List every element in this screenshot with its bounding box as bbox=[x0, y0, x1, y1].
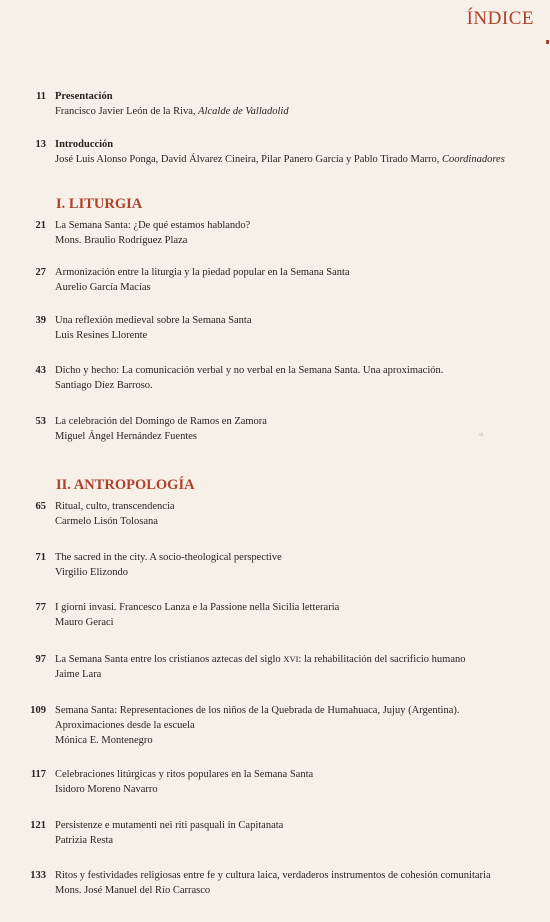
toc-author: José Luis Alonso Ponga, David Álvarez Cineira, Pilar Panero García y Pablo Tirado Marro, bbox=[55, 154, 440, 165]
toc-page-number: 133 bbox=[30, 870, 46, 881]
toc-title: Celebraciones litúrgicas y ritos populares en la Semana Santa bbox=[55, 769, 314, 780]
toc-author: Miguel Ángel Hernández Fuentes bbox=[55, 431, 198, 442]
toc-title: Ritual, culto, transcendencia bbox=[55, 501, 175, 512]
toc-title: Presentación bbox=[55, 91, 113, 102]
toc-author: Jaime Lara bbox=[55, 669, 102, 680]
toc-page-number: 109 bbox=[30, 705, 46, 716]
toc-title: La celebración del Domingo de Ramos en Zamora bbox=[55, 416, 267, 427]
toc-page-number: 121 bbox=[30, 820, 46, 831]
toc-title: I giorni invasi. Francesco Lanza e la Passione nella Sicilia letteraria bbox=[55, 602, 340, 613]
edge-mark bbox=[546, 40, 549, 44]
toc-author: Isidoro Moreno Navarro bbox=[55, 784, 158, 795]
toc-author: Francisco Javier León de la Riva, bbox=[55, 106, 196, 117]
toc-title: Persistenze e mutamenti nei riti pasquali in Capitanata bbox=[55, 820, 284, 831]
toc-title: Introducción bbox=[55, 139, 114, 150]
toc-page-number: 65 bbox=[35, 501, 46, 512]
toc-page-number: 77 bbox=[35, 602, 46, 613]
toc-role: Alcalde de Valladolid bbox=[198, 106, 289, 117]
toc-author: Aurelio García Macías bbox=[55, 282, 151, 293]
toc-page-number: 11 bbox=[36, 91, 46, 102]
toc-page-number: 43 bbox=[35, 365, 46, 376]
toc-title: Armonización entre la liturgia y la piedad popular en la Semana Santa bbox=[55, 267, 350, 278]
toc-page-number: 71 bbox=[35, 552, 46, 563]
section-title: II. ANTROPOLOGÍA bbox=[56, 477, 195, 493]
toc-author: Mons. José Manuel del Río Carrasco bbox=[55, 885, 211, 896]
toc-author: Mauro Geraci bbox=[55, 617, 114, 628]
toc-title-smallcaps: XVI bbox=[283, 654, 299, 664]
section-title: I. LITURGIA bbox=[56, 196, 143, 212]
toc-title: La Semana Santa: ¿De qué estamos hablando? bbox=[55, 220, 251, 231]
toc-author: Virgilio Elizondo bbox=[55, 567, 128, 578]
toc-title: Semana Santa: Representaciones de los niños de la Quebrada de Humahuaca, Jujuy (Argentina). bbox=[55, 705, 460, 716]
toc-page-number: 13 bbox=[35, 139, 46, 150]
toc-author: Carmelo Lisón Tolosana bbox=[55, 516, 158, 527]
toc-title-continued: Aproximaciones desde la escuela bbox=[55, 720, 195, 731]
toc-author: Luis Resines Llorente bbox=[55, 330, 148, 341]
toc-title: The sacred in the city. A socio-theological perspective bbox=[55, 552, 282, 563]
toc-role: Coordinadores bbox=[441, 154, 505, 165]
toc-title: Dicho y hecho: La comunicación verbal y no verbal en la Semana Santa. Una aproximación. bbox=[55, 365, 444, 376]
page-header-title: ÍNDICE bbox=[466, 8, 534, 29]
toc-page-number: 21 bbox=[35, 220, 46, 231]
toc-page-number: 97 bbox=[35, 654, 46, 665]
toc-title-part: La Semana Santa entre los cristianos aztecas del siglo bbox=[55, 654, 284, 665]
toc-author: Mónica E. Montenegro bbox=[55, 735, 153, 746]
toc-page-number: 39 bbox=[35, 315, 46, 326]
toc-title: Ritos y festividades religiosas entre fe y cultura laica, verdaderos instrumentos de cohesión comunitaria bbox=[55, 870, 491, 881]
toc-page-number: 27 bbox=[35, 267, 46, 278]
toc-author: Mons. Braulio Rodríguez Plaza bbox=[55, 235, 188, 246]
paper-speck: ☼ bbox=[478, 430, 485, 438]
toc-author: Santiago Díez Barroso. bbox=[55, 380, 153, 391]
toc-page-number: 53 bbox=[35, 416, 46, 427]
toc-title bbox=[55, 652, 540, 667]
toc-page-number: 117 bbox=[30, 769, 46, 780]
toc-author: Patrizia Resta bbox=[55, 835, 114, 846]
toc-title-part: : la rehabilitación del sacrificio humano bbox=[298, 654, 466, 665]
toc-title: Una reflexión medieval sobre la Semana Santa bbox=[55, 315, 252, 326]
